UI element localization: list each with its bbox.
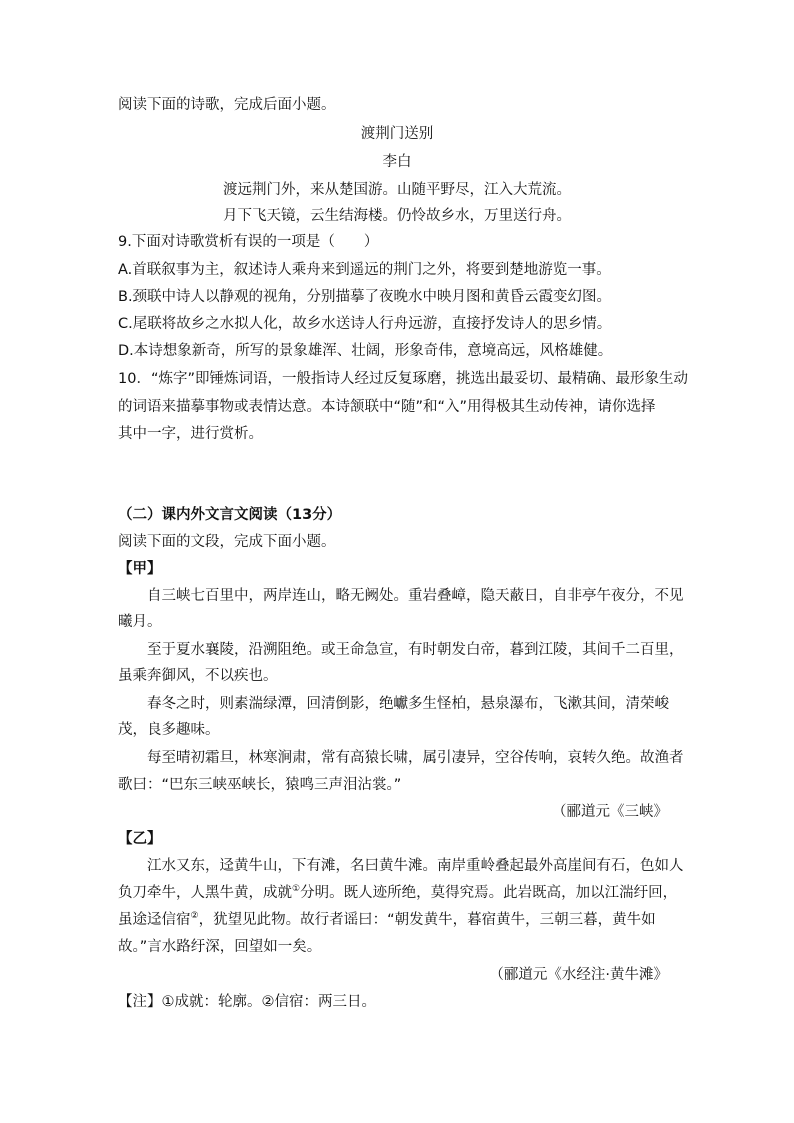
passage-jia-line: 春冬之时，则素湍绿潭，回清倒影，绝巘多生怪柏，悬泉瀑布，飞漱其间，清荣峻: [147, 696, 669, 712]
question-9-option-c: C.尾联将故乡之水拟人化，故乡水送诗人行舟远游，直接抒发诗人的思乡情。: [118, 316, 612, 332]
passage-yi-label: 【乙】: [118, 831, 162, 847]
passage-jia-line: 曦月。: [118, 614, 162, 630]
footnote-marker: ①: [292, 884, 301, 894]
passage-jia-line: 虽乘奔御风，不以疾也。: [118, 668, 278, 684]
passage-jia-line: 至于夏水襄陵，沿溯阻绝。或王命急宣，有时朝发白帝，暮到江陵，其间千二百里，: [147, 642, 684, 658]
poem-author: 李白: [382, 154, 412, 170]
poem-line: 月下飞天镜，云生结海楼。仍怜故乡水，万里送行舟。: [223, 208, 571, 224]
poem-line: 渡远荆门外，来从楚国游。山随平野尽，江入大荒流。: [223, 182, 571, 198]
poem-title: 渡荆门送别: [360, 126, 434, 142]
passage-jia-label: 【甲】: [118, 561, 162, 577]
passage-jia-line: 歌曰：“巴东三峡巫峡长，猿鸣三声泪沾裳。”: [118, 777, 402, 793]
question-9-option-a: A.首联叙事为主，叙述诗人乘舟来到遥远的荆门之外，将要到楚地游览一事。: [118, 262, 611, 278]
footnote-marker: ②: [190, 911, 199, 921]
question-9-stem: 9.下面对诗歌赏析有误的一项是（ ）: [118, 234, 379, 250]
reading-intro: 阅读下面的诗歌，完成后面小题。: [118, 97, 336, 113]
section-heading: （二）课内外文言文阅读（13分）: [118, 507, 342, 523]
passage-jia-line: 茂，良多趣味。: [118, 722, 220, 738]
question-9-option-b: B.颈联中诗人以静观的视角，分别描摹了夜晚水中映月图和黄昏云霞变幻图。: [118, 289, 612, 305]
question-9-option-d: D.本诗想象新奇，所写的景象雄浑、壮阔，形象奇伟，意境高远，风格雄健。: [118, 343, 613, 359]
question-10-line: 10．“炼字”即锤炼词语，一般指诗人经过反复琢磨，挑选出最妥切、最精确、最形象生动: [118, 371, 688, 387]
passage-jia-source: （郦道元《三峡》: [552, 804, 668, 820]
section-intro: 阅读下面的文段，完成下面小题。: [118, 534, 336, 550]
passage-yi-source: （郦道元《水经注·黄牛滩》: [489, 967, 668, 983]
passage-jia-line: 每至晴初霜旦，林寒涧肃，常有高猿长啸，属引凄异，空谷传响，哀转久绝。故渔者: [147, 750, 684, 766]
question-10-line: 其中一字，进行赏析。: [118, 426, 263, 442]
question-10-line: 的词语来描摹事物或表情达意。本诗颔联中“随”和“入”用得极其生动传神，请你选择: [118, 399, 656, 415]
passage-yi-line: 负刀牵牛，人黑牛黄，成就①分明。既人迹所绝，莫得究焉。此岩既高，加以江湍纡回，: [118, 884, 678, 901]
passage-jia-line: 自三峡七百里中，两岸连山，略无阙处。重岩叠嶂，隐天蔽日，自非亭午夜分，不见: [147, 588, 684, 604]
passage-yi-line: 故。”言水路纡深，回望如一矣。: [118, 939, 322, 955]
footnote: 【注】①成就：轮廓。②信宿：两三日。: [118, 994, 376, 1010]
passage-yi-line: 虽途迳信宿②，犹望见此物。故行者谣曰：“朝发黄牛，暮宿黄牛，三朝三暮，黄牛如: [118, 911, 656, 928]
passage-yi-line: 江水又东，迳黄牛山，下有滩，名曰黄牛滩。南岸重岭叠起最外高崖间有石，色如人: [147, 858, 684, 874]
